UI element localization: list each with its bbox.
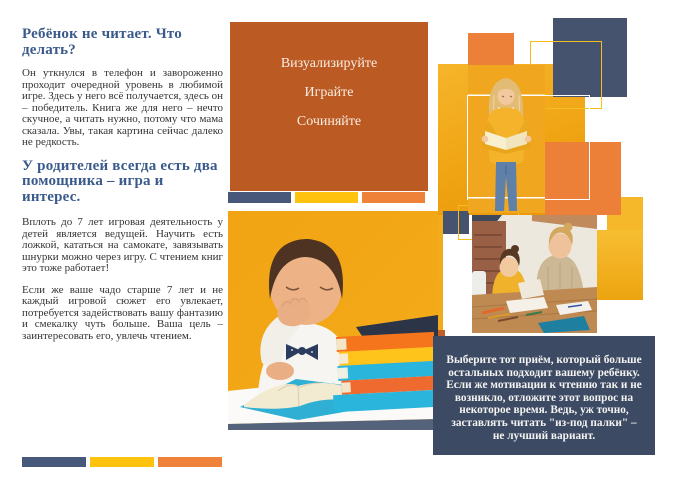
left-column <box>22 27 223 352</box>
tip-compose: Сочиняйте <box>296 114 362 129</box>
gold-square-right-lower <box>597 230 643 300</box>
paragraph-play: Вплоть до 7 лет игровая деятельность у детей является ведущей. Научить есть ложкой, кататься на самокате, завязывать шнурки можно через игру. С чтением книг это тоже работает! <box>22 216 223 275</box>
yawning-boy-illustration <box>228 211 438 430</box>
bar-navy <box>22 457 86 467</box>
bar-yellow <box>90 457 154 467</box>
tip-visualize: Визуализируйте <box>280 56 378 71</box>
tips-panel <box>230 22 428 191</box>
divider-bars-footer <box>22 457 222 467</box>
photo-yawning-boy <box>228 211 438 430</box>
paragraph-older: Если же ваше чадо старше 7 лет и не каждый игровой сюжет его увлекает, потребуется задействовать вашу фантазию и смекалку чуть больше. Ваша цель – заинтересовать его, увлечь чтением. <box>22 283 223 342</box>
divider-bars-middle <box>228 192 425 203</box>
callout-text: Выберите тот приём, который больше остальных подходит вашему ребёнку. Если же мотивации к чтению так и не возникло, отложите этот вопрос на некоторое время. Ведь, уж точно, заставлять читать "из-под палки" – не лучший вариант. <box>446 354 642 442</box>
mother-daughter-illustration <box>472 215 597 333</box>
tip-play: Играйте <box>304 85 354 100</box>
bar-orange <box>158 457 222 467</box>
bar-orange <box>362 192 425 203</box>
heading-primary: Ребёнок не читает. Что делать? <box>22 26 182 58</box>
callout-panel <box>433 336 655 455</box>
bar-navy <box>228 192 291 203</box>
photo-girl-reading <box>468 65 545 213</box>
bar-yellow <box>295 192 358 203</box>
orange-square-top <box>468 33 514 65</box>
girl-reading-illustration <box>468 65 545 213</box>
paragraph-intro: Он уткнулся в телефон и завороженно проходит очередной уровень в любимой игре. Здесь у него всё получается, здесь он – победитель. Книга же для него – нечто скучное, а читать нужно, потому что мама сказала. Увы, такая картина сейчас далеко не редкость. <box>22 67 223 149</box>
heading-secondary: У родителей всегда есть два помощника – игра и интерес. <box>22 157 218 205</box>
photo-mother-daughter <box>472 215 597 333</box>
